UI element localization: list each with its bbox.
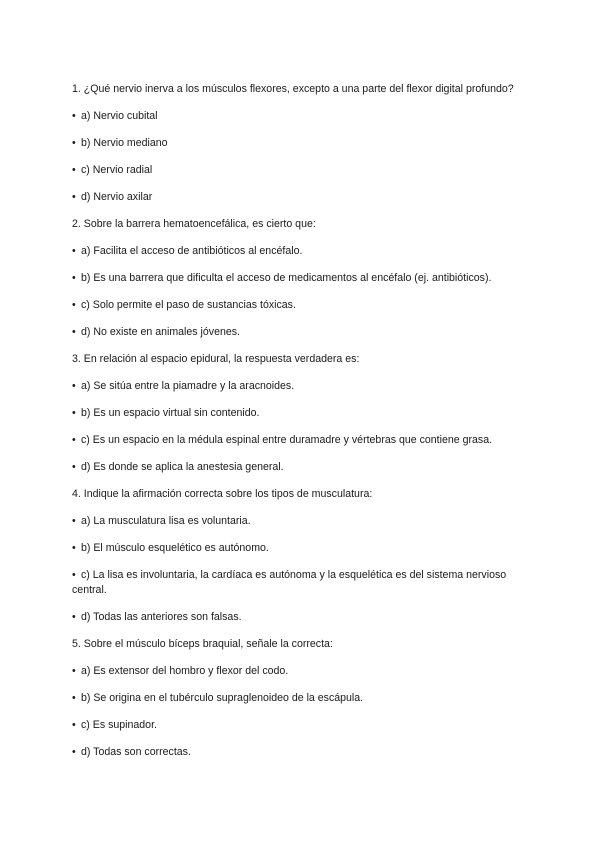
answer-option — [72, 460, 534, 475]
answer-option — [72, 541, 534, 556]
bullet-icon: • — [72, 542, 76, 554]
answer-option — [72, 244, 534, 259]
answer-option-text: d) Todas son correctas. — [81, 746, 191, 758]
answer-option — [72, 433, 534, 448]
bullet-icon: • — [72, 407, 76, 419]
bullet-icon: • — [72, 110, 76, 122]
bullet-icon: • — [72, 380, 76, 392]
answer-option — [72, 664, 534, 679]
answer-option-text: b) Se origina en el tubérculo supraglenoideo de la escápula. — [81, 692, 364, 704]
answer-option-text: d) Todas las anteriores son falsas. — [81, 611, 242, 623]
answer-option — [72, 718, 534, 733]
quiz-content — [72, 82, 534, 772]
answer-option-text: a) Nervio cubital — [81, 110, 158, 122]
answer-option-text: c) Es supinador. — [81, 719, 157, 731]
answer-option-text: d) Es donde se aplica la anestesia general. — [81, 461, 284, 473]
bullet-icon: • — [72, 299, 76, 311]
bullet-icon: • — [72, 191, 76, 203]
question-5 — [72, 637, 534, 760]
answer-option-text: a) Se sitúa entre la piamadre y la aracnoides. — [81, 380, 295, 392]
bullet-icon: • — [72, 164, 76, 176]
answer-option-text: b) Nervio mediano — [81, 137, 168, 149]
answer-option-text: a) La musculatura lisa es voluntaria. — [81, 515, 251, 527]
answer-option-text: a) Facilita el acceso de antibióticos al encéfalo. — [81, 245, 303, 257]
answer-option — [72, 379, 534, 394]
bullet-icon: • — [72, 515, 76, 527]
question-text: 3. En relación al espacio epidural, la respuesta verdadera es: — [72, 353, 360, 365]
bullet-icon: • — [72, 665, 76, 677]
bullet-icon: • — [72, 692, 76, 704]
bullet-icon: • — [72, 272, 76, 284]
question-text: 2. Sobre la barrera hematoencefálica, es cierto que: — [72, 218, 316, 230]
answer-option — [72, 190, 534, 205]
answer-option-text: b) Es un espacio virtual sin contenido. — [81, 407, 260, 419]
answer-option — [72, 109, 534, 124]
question-1 — [72, 82, 534, 205]
answer-option-text: c) La lisa es involuntaria, la cardíaca es autónoma y la esquelética es del sistema nervioso central. — [72, 569, 507, 596]
answer-option-text: a) Es extensor del hombro y flexor del codo. — [81, 665, 289, 677]
answer-option-text: c) Solo permite el paso de sustancias tóxicas. — [81, 299, 296, 311]
answer-option-text: c) Es un espacio en la médula espinal entre duramadre y vértebras que contiene grasa. — [81, 434, 493, 446]
question-3 — [72, 352, 534, 475]
question-4 — [72, 487, 534, 625]
bullet-icon: • — [72, 611, 76, 623]
bullet-icon: • — [72, 569, 76, 581]
bullet-icon: • — [72, 434, 76, 446]
answer-option — [72, 406, 534, 421]
question-text: 1. ¿Qué nervio inerva a los músculos flexores, excepto a una parte del flexor digital profundo? — [72, 83, 514, 95]
answer-option — [72, 298, 534, 313]
answer-option — [72, 610, 534, 625]
answer-option — [72, 136, 534, 151]
bullet-icon: • — [72, 746, 76, 758]
answer-option-text: d) Nervio axilar — [81, 191, 153, 203]
question-text: 4. Indique la afirmación correcta sobre los tipos de musculatura: — [72, 488, 373, 500]
question-2 — [72, 217, 534, 340]
bullet-icon: • — [72, 245, 76, 257]
answer-option — [72, 691, 534, 706]
answer-option — [72, 163, 534, 178]
answer-option-text: b) Es una barrera que dificulta el acceso de medicamentos al encéfalo (ej. antibióticos). — [81, 272, 492, 284]
question-text: 5. Sobre el músculo bíceps braquial, señale la correcta: — [72, 638, 333, 650]
bullet-icon: • — [72, 461, 76, 473]
bullet-icon: • — [72, 719, 76, 731]
answer-option — [72, 745, 534, 760]
answer-option-text: b) El músculo esquelético es autónomo. — [81, 542, 269, 554]
bullet-icon: • — [72, 326, 76, 338]
bullet-icon: • — [72, 137, 76, 149]
answer-option — [72, 568, 534, 598]
answer-option — [72, 271, 534, 286]
answer-option — [72, 514, 534, 529]
answer-option-text: d) No existe en animales jóvenes. — [81, 326, 240, 338]
answer-option-text: c) Nervio radial — [81, 164, 153, 176]
answer-option — [72, 325, 534, 340]
